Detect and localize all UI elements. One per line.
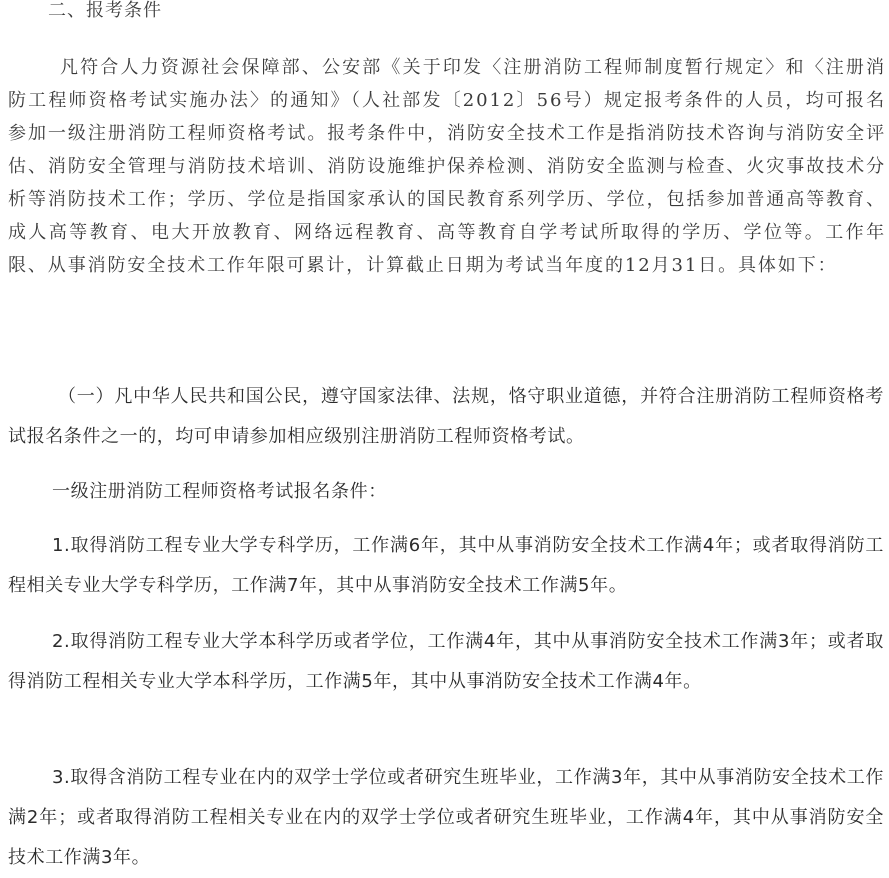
condition-item-3: 3.取得含消防工程专业在内的双学士学位或者研究生班毕业，工作满3年，其中从事消防安全技术工作满2年；或者取得消防工程相关专业在内的双学士学位或者研究生班毕业，工作满4年，其中从事消防安全技术工作满3年。: [8, 767, 884, 868]
condition-item-1: 1.取得消防工程专业大学专科学历，工作满6年，其中从事消防安全技术工作满4年；或者取得消防工程相关专业大学专科学历，工作满7年，其中从事消防安全技术工作满5年。: [8, 535, 884, 596]
general-condition-paragraph: （一）凡中华人民共和国公民，遵守国家法律、法规，恪守职业道德，并符合注册消防工程师资格考试报名条件之一的，均可申请参加相应级别注册消防工程师资格考试。: [8, 386, 884, 447]
section-heading: 二、报考条件: [48, 0, 162, 21]
level-one-title: 一级注册消防工程师资格考试报名条件：: [52, 481, 387, 502]
intro-paragraph: 凡符合人力资源社会保障部、公安部《关于印发〈注册消防工程师制度暂行规定〉和〈注册消防工程师资格考试实施办法〉的通知》（人社部发〔2012〕56号）规定报考条件的人员，均可报名参加一级注册消防工程师资格考试。报考条件中，消防安全技术工作是指消防技术咨询与消防安全评估、消防安全管理与消防技术培训、消防设施维护保养检测、消防安全监测与检查、火灾事故技术分析等消防技术工作；学历、学位是指国家承认的国民教育系列学历、学位，包括参加普通高等教育、成人高等教育、电大开放教育、网络远程教育、高等教育自学考试所取得的学历、学位等。工作年限、从事消防安全技术工作年限可累计，计算截止日期为考试当年度的12月31日。具体如下：: [8, 57, 886, 276]
condition-item-2: 2.取得消防工程专业大学本科学历或者学位，工作满4年，其中从事消防安全技术工作满3年；或者取得消防工程相关专业大学本科学历，工作满5年，其中从事消防安全技术工作满4年。: [8, 631, 884, 692]
